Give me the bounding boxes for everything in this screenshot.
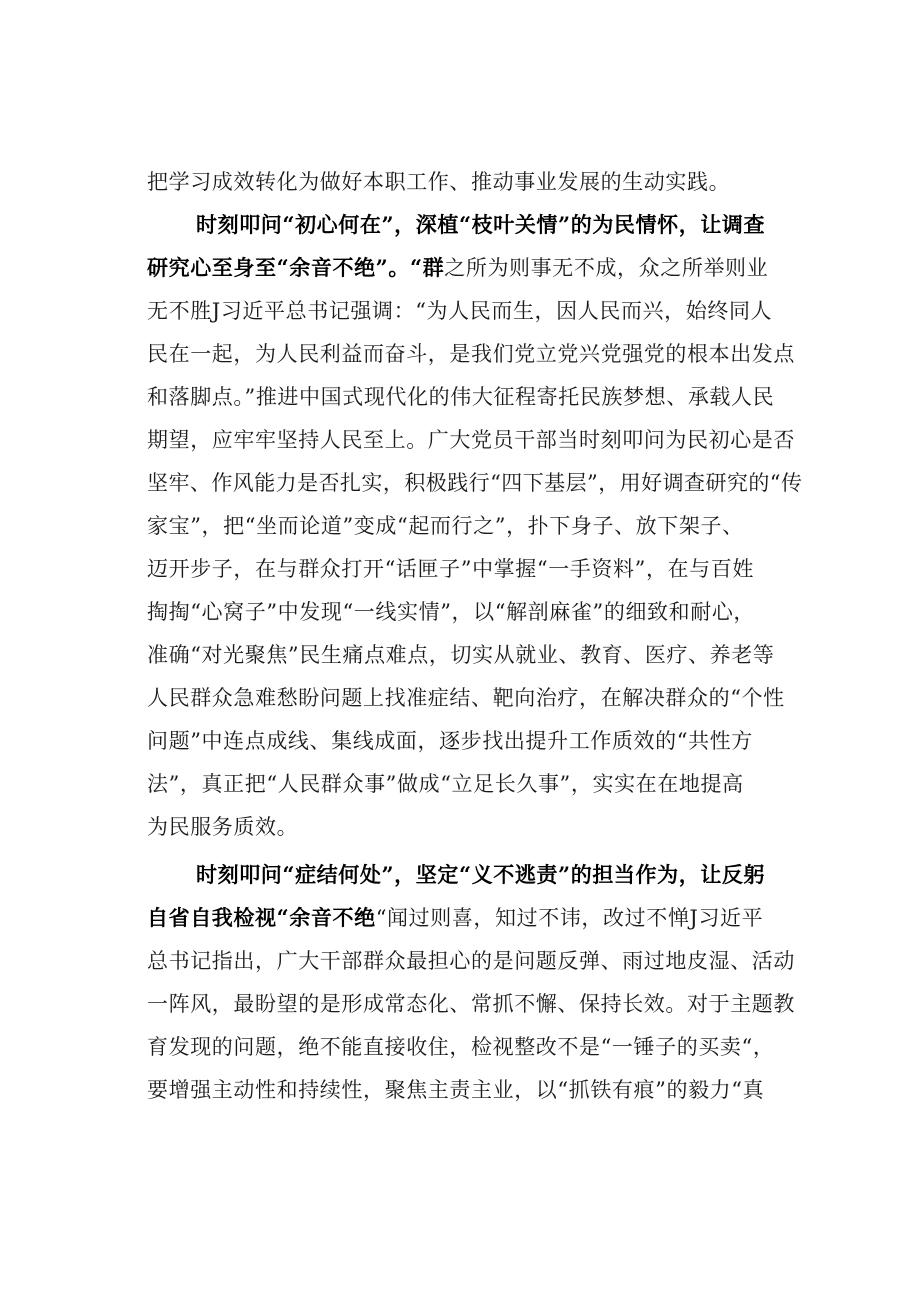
paragraph-2-line-8 — [147, 511, 744, 541]
paragraph-2-line-13 — [147, 726, 753, 756]
paragraph-1-line-1 — [147, 167, 730, 197]
text-run: 掏掏“心窝子”中发现“一线实情”，以“解剖麻雀”的细致和耐心， — [147, 600, 756, 624]
paragraph-heading: 时刻叩问“初心何在”，深植“枝叶关情”的为民情怀，让调查 — [196, 212, 766, 237]
text-run: 人民群众急难愁盼问题上找准症结、靶向治疗，在解决群众的“个性 — [147, 686, 785, 710]
text-run: “闻过则喜，知过不讳，改过不惮J习近平 — [375, 906, 764, 930]
text-run: 无不胜J习近平总书记强调：“为人民而生，因人民而兴，始终同人 — [147, 299, 773, 323]
text-run: 育发现的问题，绝不能直接收住，检视整改不是“一锤子的买卖“， — [147, 1035, 775, 1059]
text-run: 要增强主动性和持续性，聚焦主责主业，以“抓铁有痕”的毅力“真 — [147, 1078, 765, 1102]
paragraph-2-line-9 — [147, 554, 754, 584]
text-run: 总书记指出，广大干部群众最担心的是问题反弹、雨过地皮湿、活动 — [147, 949, 795, 973]
paragraph-2-line-1 — [196, 210, 765, 240]
paragraph-3-line-2 — [147, 903, 763, 933]
text-run: 准确“对光聚焦”民生痛点难点，切实从就业、教育、医疗、养老等 — [147, 643, 775, 667]
paragraph-2-line-12 — [147, 683, 785, 713]
paragraph-3-line-4 — [147, 989, 795, 1019]
text-run: 民在一起，为人民利益而奋斗，是我们党立党兴党强党的根本出发点 — [147, 342, 795, 366]
text-run: 家宝”，把“坐而论道”变成“起而行之”，扑下身子、放下架子、 — [147, 514, 744, 538]
paragraph-2-line-3 — [147, 296, 772, 326]
text-run: 和落脚点。”推进中国式现代化的伟大征程寄托民族梦想、承载人民 — [147, 385, 775, 409]
paragraph-2-line-4 — [147, 339, 795, 369]
text-run: 坚牢、作风能力是否扎实，积极践行“四下基层”，用好调查研究的“传 — [147, 471, 803, 495]
paragraph-3-line-1 — [196, 860, 765, 890]
paragraph-3-line-6 — [147, 1075, 764, 1105]
paragraph-2-line-15 — [147, 812, 298, 842]
text-run: 把学习成效转化为做好本职工作、推动事业发展的生动实践。 — [147, 170, 731, 194]
paragraph-2-line-5 — [147, 382, 774, 412]
text-run: 期望，应牢牢坚持人民至上。广大党员干部当时刻叩问为民初心是否 — [147, 428, 795, 452]
text-run: 问题”中连点成线、集线成面，逐步找出提升工作质效的“共性方 — [147, 729, 753, 753]
paragraph-3-line-3 — [147, 946, 795, 976]
paragraph-2-line-7 — [147, 468, 802, 498]
text-run: 一阵风，最盼望的是形成常态化、常抓不懈、保持长效。对于主题教 — [147, 992, 795, 1016]
paragraph-heading: 自省自我检视“余音不绝 — [147, 905, 376, 930]
paragraph-heading: 时刻叩问“症结何处”，坚定“义不逃责”的担当作为，让反躬 — [196, 862, 766, 887]
paragraph-2-line-2 — [147, 253, 768, 283]
paragraph-2-line-6 — [147, 425, 795, 455]
text-run: 迈开步子，在与群众打开“话匣子”中掌握“一手资料”，在与百姓 — [147, 557, 754, 581]
paragraph-2-line-11 — [147, 640, 774, 670]
text-run: 之所为则事无不成，众之所举则业 — [444, 256, 769, 280]
paragraph-3-line-5 — [147, 1032, 774, 1062]
paragraph-heading: 研究心至身至“余音不绝”。“群 — [147, 255, 445, 280]
text-run: 法”，真正把“人民群众事”做成“立足长久事”，实实在在地提高 — [147, 772, 744, 796]
paragraph-2-line-14 — [147, 769, 744, 799]
text-run: 为民服务质效。 — [147, 815, 299, 839]
paragraph-2-line-10 — [147, 597, 755, 627]
